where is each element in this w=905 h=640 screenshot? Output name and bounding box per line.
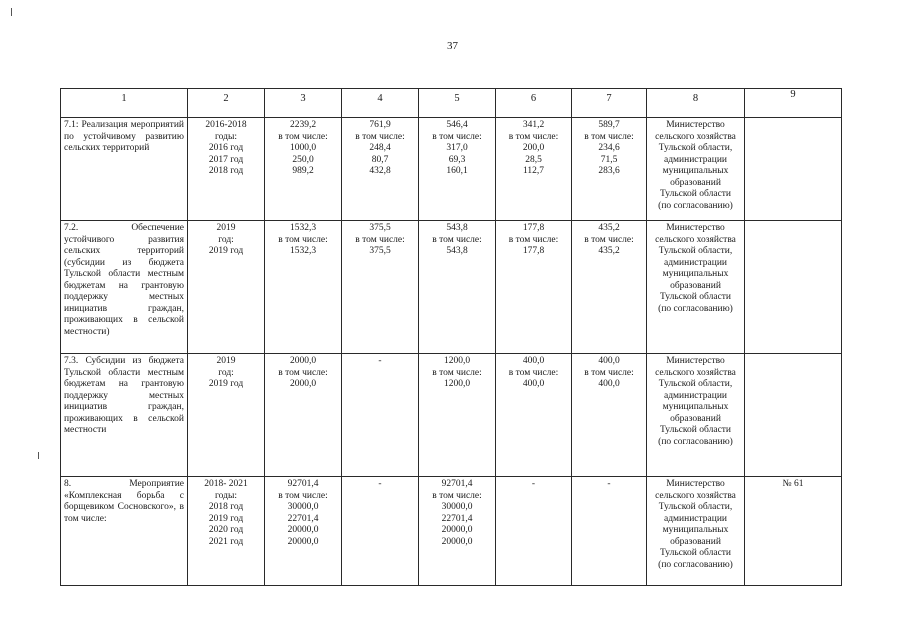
amount-cell [265, 221, 342, 354]
cell-line: Тульской области [659, 548, 732, 558]
cell-line: - [531, 479, 536, 489]
cell-line: 30000,0 [441, 502, 473, 512]
cell-line: в том числе: [508, 131, 559, 142]
cell-line: 989,2 [292, 166, 314, 176]
amount-cell [419, 118, 496, 221]
budget-table [60, 88, 842, 586]
cell-line: муниципальных [662, 402, 729, 412]
cell-line: 92701,4 [441, 479, 473, 489]
cell-line: администрации [663, 154, 728, 165]
cell-line: администрации [663, 257, 728, 268]
cell-line: 761,9 [369, 120, 391, 130]
activity-name-cell: 7.1: Реализация мероприятий по устойчивому развитию сельских территорий [61, 118, 188, 221]
cell-line: Министерство [666, 356, 725, 366]
cell-line: 2018 год [208, 502, 244, 512]
amount-cell [419, 354, 496, 477]
cell-line: 22701,4 [287, 513, 319, 524]
cell-line: - [378, 479, 382, 489]
column-header: 7 [572, 89, 647, 118]
cell-line: в том числе: [432, 367, 482, 378]
cell-line: 20000,0 [441, 525, 473, 535]
period-cell [188, 221, 265, 354]
cell-line: Тульской области [659, 292, 732, 302]
cell-line: в том числе: [355, 131, 405, 142]
header-row [61, 89, 842, 118]
executor-cell [647, 477, 745, 586]
cell-line: 2019 год [208, 379, 244, 389]
cell-line: образований [670, 177, 721, 188]
cell-line: 432,8 [369, 166, 391, 176]
cell-line: 435,2 [598, 246, 620, 256]
cell-line: Министерство [666, 120, 725, 130]
cell-line: 1200,0 [443, 379, 471, 389]
cell-line: 28,5 [525, 154, 542, 165]
cell-line: 543,8 [446, 246, 468, 256]
cell-line: муниципальных [662, 525, 729, 535]
amount-cell [265, 477, 342, 586]
cell-line: 400,0 [522, 379, 545, 389]
executor-cell [647, 118, 745, 221]
period-cell [188, 354, 265, 477]
cell-line: 2021 год [208, 536, 244, 547]
amount-cell [496, 477, 572, 586]
note-cell [745, 221, 842, 354]
cell-line: 435,2 [598, 223, 620, 233]
note-cell [745, 354, 842, 477]
cell-line: в том числе: [432, 490, 482, 501]
cell-line: 92701,4 [287, 479, 319, 489]
cell-line: 2239,2 [289, 120, 317, 130]
cell-line: Тульской области, [658, 143, 733, 153]
cell-line: сельского хозяйства [655, 490, 736, 501]
cell-line: 2000,0 [289, 379, 317, 389]
amount-cell [342, 354, 419, 477]
amount-cell [265, 118, 342, 221]
activity-name-cell: 7.3. Субсидии из бюджета Тульской области местным бюджетам на грантовую поддержку местных инициатив граждан, проживающих в сельской местности [61, 354, 188, 477]
cell-line: 20000,0 [441, 536, 473, 547]
cell-line: 341,2 [522, 120, 545, 130]
cell-line: в том числе: [584, 367, 634, 378]
cell-line: в том числе: [432, 234, 482, 245]
column-header: 4 [342, 89, 419, 118]
cell-line: в том числе: [278, 131, 328, 142]
cell-line: в том числе: [432, 131, 482, 142]
cell-line: муниципальных [662, 166, 729, 176]
cell-line: 375,5 [369, 223, 391, 233]
cell-line: - [378, 356, 382, 366]
column-header: 5 [419, 89, 496, 118]
cell-line: (по согласованию) [658, 436, 733, 447]
amount-cell [342, 118, 419, 221]
cell-line: 2016-2018 [205, 120, 247, 130]
table-row [61, 221, 842, 354]
cell-line: годы: [215, 490, 237, 501]
cell-line: 400,0 [522, 356, 545, 366]
cell-line: год: [218, 234, 234, 245]
period-cell [188, 477, 265, 586]
cell-line: 546,4 [446, 120, 468, 130]
cell-line: в том числе: [278, 490, 328, 501]
cell-line: 2000,0 [289, 356, 317, 366]
cell-line: в том числе: [355, 234, 405, 245]
cell-line: администрации [663, 513, 728, 524]
cell-line: Тульской области [659, 189, 732, 199]
note-cell: № 61 [745, 477, 842, 586]
cell-line: Тульской области [659, 425, 732, 435]
cell-line: год: [218, 367, 234, 378]
cell-line: 400,0 [598, 356, 620, 366]
cell-line: в том числе: [584, 234, 634, 245]
cell-line: 1532,3 [289, 223, 317, 233]
column-header: 8 [647, 89, 745, 118]
table-row [61, 477, 842, 586]
cell-line: 2020 год [208, 525, 244, 535]
activity-name-cell: 7.2. Обеспечение устойчивого развития сельских территорий (субсидии из бюджета Тульской области местным бюджетам на грантовую поддержку местных инициатив граждан, проживающих в сельской местности) [61, 221, 188, 354]
cell-line: 2019 год [208, 513, 244, 524]
activity-name-cell: 8. Мероприятие «Комплексная борьба с борщевиком Сосновского», в том числе: [61, 477, 188, 586]
cell-line: 283,6 [598, 166, 620, 176]
table-row [61, 354, 842, 477]
amount-cell [419, 221, 496, 354]
cell-line: 160,1 [446, 166, 468, 176]
cell-line: в том числе: [584, 131, 634, 142]
cell-line: 375,5 [369, 246, 391, 256]
cell-line: в том числе: [508, 234, 559, 245]
cell-line: сельского хозяйства [655, 131, 736, 142]
cell-line: 71,5 [600, 154, 618, 165]
cell-line: Министерство [666, 479, 725, 489]
cell-line: 20000,0 [287, 536, 319, 547]
amount-cell [572, 118, 647, 221]
cell-line: 80,7 [371, 154, 389, 165]
cell-line: 1532,3 [289, 246, 317, 256]
amount-cell [496, 221, 572, 354]
cell-line: Тульской области, [658, 502, 733, 512]
cell-line: 2018 год [208, 166, 244, 176]
cell-line: 543,8 [446, 223, 468, 233]
cell-line: в том числе: [278, 234, 328, 245]
period-cell [188, 118, 265, 221]
column-header: 6 [496, 89, 572, 118]
cell-line: (по согласованию) [658, 559, 733, 570]
cell-line: 250,0 [292, 154, 314, 165]
column-header: 3 [265, 89, 342, 118]
cell-line: - [607, 479, 611, 489]
amount-cell [496, 118, 572, 221]
cell-line: сельского хозяйства [655, 234, 736, 245]
amount-cell [342, 221, 419, 354]
executor-cell [647, 221, 745, 354]
executor-cell [647, 354, 745, 477]
amount-cell [342, 477, 419, 586]
cell-line: образований [670, 280, 721, 291]
cell-line: 177,8 [522, 246, 545, 256]
cell-line: 22701,4 [441, 513, 473, 524]
cell-line: 2019 [216, 223, 236, 233]
cell-line: 589,7 [598, 120, 620, 130]
cell-line: 2016 год [208, 143, 244, 153]
column-header: 9 [745, 89, 842, 118]
amount-cell [419, 477, 496, 586]
cell-line: 317,0 [446, 143, 468, 153]
cell-line: Тульской области, [658, 246, 733, 256]
cell-line: в том числе: [278, 367, 328, 378]
cell-line: Министерство [666, 223, 725, 233]
cell-line: 200,0 [522, 143, 545, 153]
scan-mark [38, 452, 39, 459]
cell-line: сельского хозяйства [655, 367, 736, 378]
cell-line: 69,3 [448, 154, 466, 165]
amount-cell [572, 477, 647, 586]
amount-cell [572, 354, 647, 477]
column-header: 1 [61, 89, 188, 118]
cell-line: (по согласованию) [658, 200, 733, 211]
cell-line: 1200,0 [443, 356, 471, 366]
cell-line: 2019 [216, 356, 236, 366]
amount-cell [265, 354, 342, 477]
cell-line: 20000,0 [287, 525, 319, 535]
cell-line: 1000,0 [289, 143, 317, 153]
cell-line: годы: [215, 131, 237, 142]
note-cell [745, 118, 842, 221]
cell-line: образований [670, 413, 721, 424]
cell-line: (по согласованию) [658, 303, 733, 314]
cell-line: 2019 год [208, 246, 244, 256]
page-number: 37 [447, 40, 458, 52]
cell-line: муниципальных [662, 269, 729, 279]
column-header: 2 [188, 89, 265, 118]
cell-line: 2017 год [208, 154, 244, 165]
cell-line: 2018- 2021 [204, 479, 248, 489]
cell-line: 112,7 [522, 166, 545, 176]
cell-line: 248,4 [369, 143, 391, 153]
scan-mark [11, 8, 12, 16]
cell-line: образований [670, 536, 721, 547]
cell-line: 400,0 [598, 379, 620, 389]
cell-line: в том числе: [508, 367, 559, 378]
amount-cell [496, 354, 572, 477]
amount-cell [572, 221, 647, 354]
cell-line: 30000,0 [287, 502, 319, 512]
cell-line: 234,6 [598, 143, 620, 153]
cell-line: администрации [663, 390, 728, 401]
cell-line: Тульской области, [658, 379, 733, 389]
cell-line: 177,8 [522, 223, 545, 233]
table-row [61, 118, 842, 221]
